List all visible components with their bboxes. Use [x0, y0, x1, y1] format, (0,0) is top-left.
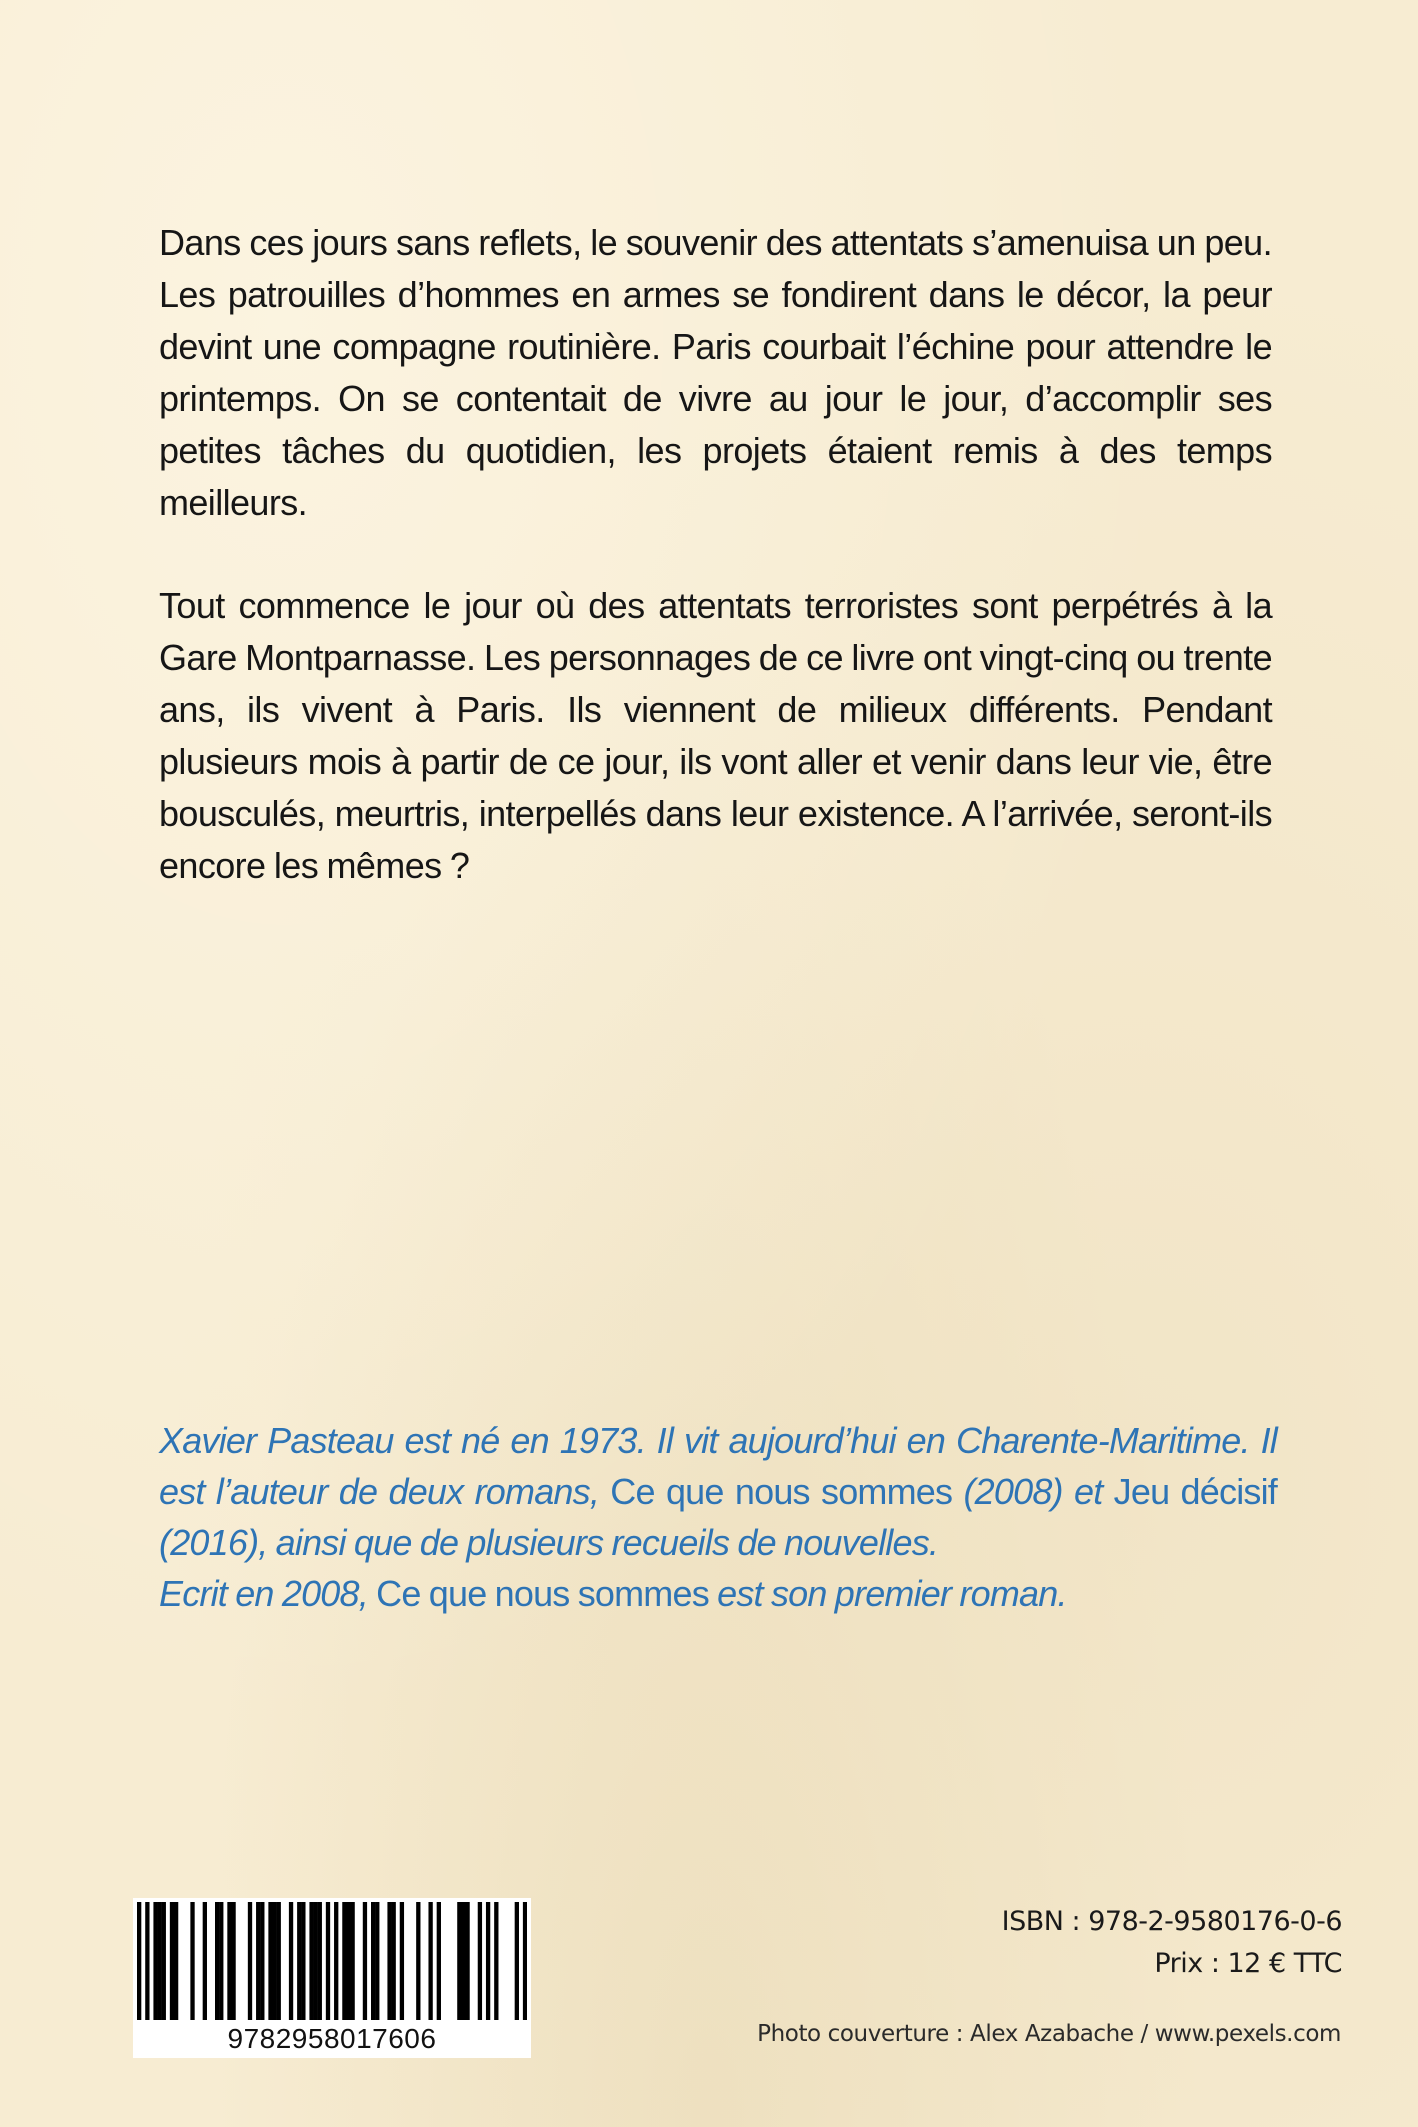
- barcode-bar: [363, 1902, 367, 2020]
- barcode-bar: [190, 1902, 194, 2020]
- bio-text-5: est son premier roman.: [708, 1573, 1067, 1614]
- barcode-bar: [400, 1902, 404, 2020]
- barcode-bar: [174, 1902, 178, 2020]
- barcode-bar: [145, 1902, 149, 2020]
- barcode-bar: [158, 1902, 162, 2020]
- barcode-bar: [428, 1902, 432, 2020]
- barcode-bar: [272, 1902, 276, 2020]
- barcode-bar: [314, 1902, 318, 2020]
- barcode: [133, 1898, 531, 2058]
- barcode-bar: [248, 1902, 252, 2020]
- barcode-bar: [342, 1902, 346, 2020]
- barcode-bar: [392, 1902, 396, 2020]
- barcode-bar: [137, 1902, 141, 2020]
- barcode-bar: [486, 1902, 490, 2020]
- bio-text-4: Ecrit en 2008,: [159, 1573, 377, 1614]
- barcode-bar: [215, 1902, 219, 2020]
- barcode-bar: [309, 1902, 313, 2020]
- barcode-bar: [162, 1902, 166, 2020]
- isbn: ISBN : 978-2-9580176-0-6: [1001, 1906, 1342, 1937]
- barcode-bars: [137, 1902, 527, 2020]
- barcode-number: 9782958017606: [227, 2023, 437, 2054]
- barcode-bar: [461, 1902, 465, 2020]
- barcode-bar: [289, 1902, 293, 2020]
- barcode-bar: [170, 1902, 174, 2020]
- bio-text-1: Xavier Pasteau est né en 1973. Il vit aujourd’hui en Charente-Maritime. Il est l’auteur de deux romans,: [159, 1420, 1277, 1512]
- barcode-bar: [301, 1902, 305, 2020]
- synopsis-paragraph-2: Tout commence le jour où des attentats terroristes sont perpétrés à la Gare Montparnasse. Les personnages de ce livre ont vingt-cinq ou trente ans, ils vivent à Paris. Ils viennent de milieux différents. Pendant plusieurs mois à partir de ce jour, ils vont aller et venir dans leur vie, être bousculés, meurtris, interpellés dans leur existence. A l’arrivée, seront-ils encore les mêmes ?: [159, 585, 1272, 886]
- bio-title-ce-que-nous-sommes: Ce que nous sommes: [610, 1471, 953, 1512]
- barcode-bar: [346, 1902, 350, 2020]
- barcode-bar: [153, 1902, 157, 2020]
- barcode-bar: [334, 1902, 338, 2020]
- barcode-bar: [375, 1902, 379, 2020]
- barcode-bar: [465, 1902, 469, 2020]
- author-bio: [159, 1415, 1277, 1619]
- bio-title-jeu-decisif: Jeu décisif: [1113, 1471, 1277, 1512]
- barcode-bar: [277, 1902, 281, 2020]
- barcode-bar: [297, 1902, 301, 2020]
- barcode-bar: [268, 1902, 272, 2020]
- barcode-bar: [494, 1902, 498, 2020]
- barcode-bar: [416, 1902, 420, 2020]
- barcode-bar: [478, 1902, 482, 2020]
- barcode-bar: [371, 1902, 375, 2020]
- barcode-bar: [219, 1902, 223, 2020]
- barcode-bar: [203, 1902, 207, 2020]
- barcode-bar: [515, 1902, 519, 2020]
- barcode-bar: [231, 1902, 235, 2020]
- barcode-bar: [387, 1902, 391, 2020]
- barcode-bar: [523, 1902, 527, 2020]
- barcode-bar: [437, 1902, 441, 2020]
- barcode-bar: [318, 1902, 322, 2020]
- barcode-bar: [326, 1902, 330, 2020]
- bio-text-3: (2016), ainsi que de plusieurs recueils de nouvelles.: [159, 1522, 939, 1563]
- barcode-bar: [256, 1902, 260, 2020]
- bio-title-ce-que-nous-sommes-2: Ce que nous sommes: [376, 1573, 709, 1614]
- barcode-bar: [350, 1902, 354, 2020]
- barcode-bar: [260, 1902, 264, 2020]
- price: Prix : 12 € TTC: [1154, 1948, 1342, 1979]
- barcode-bar: [227, 1902, 231, 2020]
- synopsis-paragraph-1: Dans ces jours sans reflets, le souvenir des attentats s’amenuisa un peu. Les patrouilles d’hommes en armes se fondirent dans le décor, la peur devint une compagne routinière. Paris courbait l’échine pour attendre le printemps. On se contentait de vivre au jour le jour, d’accomplir ses petites tâches du quotidien, les projets étaient remis à des temps meilleurs.: [159, 222, 1272, 523]
- photo-credit: Photo couverture : Alex Azabache / www.pexels.com: [757, 2021, 1341, 2047]
- barcode-bar: [457, 1902, 461, 2020]
- bio-text-2: (2008) et: [952, 1471, 1114, 1512]
